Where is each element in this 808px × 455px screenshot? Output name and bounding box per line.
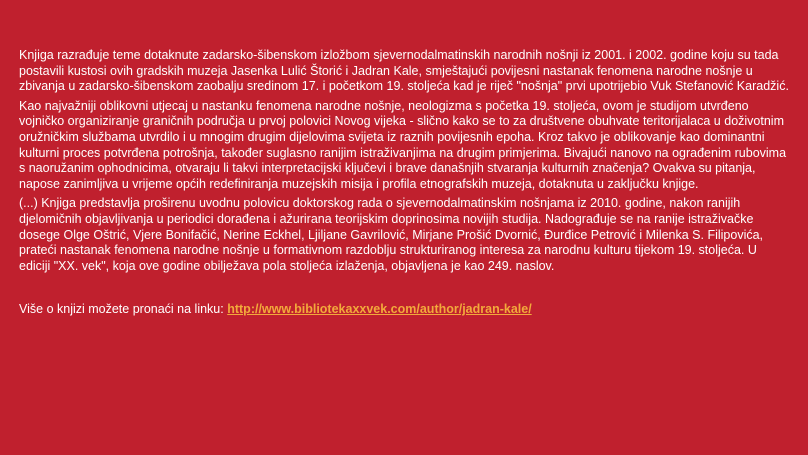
more-info-label: Više o knjizi možete pronaći na linku: xyxy=(19,302,228,317)
paragraph-intro: Knjiga razrađuje teme dotaknute zadarsko-šibenskom izložbom sjevernodalmatinskih narodnih nošnji iz 2001. i 2002. godine koju su tada postavili kustosi ovih gradskih muzeja Jasenka Lulić Štorić i Jadran Kale, smještajući povijesni nastanak fenomena narodne nošnje u zbivanja u zadarsko-šibenskom zaobalju sredinom 17. i početkom 19. stoljeća kad je riječ "nošnja" prvi upotrijebio Vuk Stefanović Karadžić. xyxy=(19,48,789,94)
paragraph-background: (...) Knjiga predstavlja proširenu uvodnu polovicu doktorskog rada o sjevernodalmatinskim nošnjama iz 2010. godine, nakon ranijih djelomičnih objavljivanja u periodici dorađena i ažurirana teorijskim doprinosima novijih studija. Nadograđuje se na ranije istraživačke dosege Olge Oštrić, Vjere Bonifačić, Nerine Eckhel, Ljiljane Gavrilović, Mirjane Prošić Dvornić, Đurđice Petrović i Milenka S. Filipovića, prateći nastanak fenomena narodne nošnje u formativnom razdoblju strukturiranog interesa za narodnu kulturu tijekom 19. stoljeća. U ediciji "XX. vek", koja ove godine obilježava pola stoljeća izlaženja, objavljena je kao 249. naslov. xyxy=(19,196,764,273)
spacer xyxy=(19,278,791,302)
paragraph-analysis: Kao najvažniji oblikovni utjecaj u nastanku fenomena narodne nošnje, neologizma s početka 19. stoljeća, ovom je studijom utvrđeno vojničko organiziranje graničnih područja u prvoj polovici Novog vijeka - slično kako se to za društvene obuhvate teritorijalaca u doživotnim oružničkim službama utvrdilo i u mnogim drugim dijelovima svijeta iz raznih povijesnih epoha. Kroz takvo je oblikovanje kao dominantni kulturni proces potvrđena potrošnja, također suglasno ranijim istraživanjima na drugim primjerima. Bivajući nanovo na ograđenim rubovima s naoružanim ophodnicima, otvaraju li takvi interpretacijski ključevi i brave današnjih stvaranja kulturnih značenja? Ovakva su pitanja, napose zanimljiva u vrijeme općih redefiniranja muzejskih misija i profila etnografskih muzeja, dotaknuta u zaključku knjige. xyxy=(19,98,787,191)
more-info-line xyxy=(19,302,791,318)
document-body xyxy=(19,48,791,318)
book-link[interactable]: http://www.bibliotekaxxvek.com/author/jadran-kale/ xyxy=(227,302,532,317)
